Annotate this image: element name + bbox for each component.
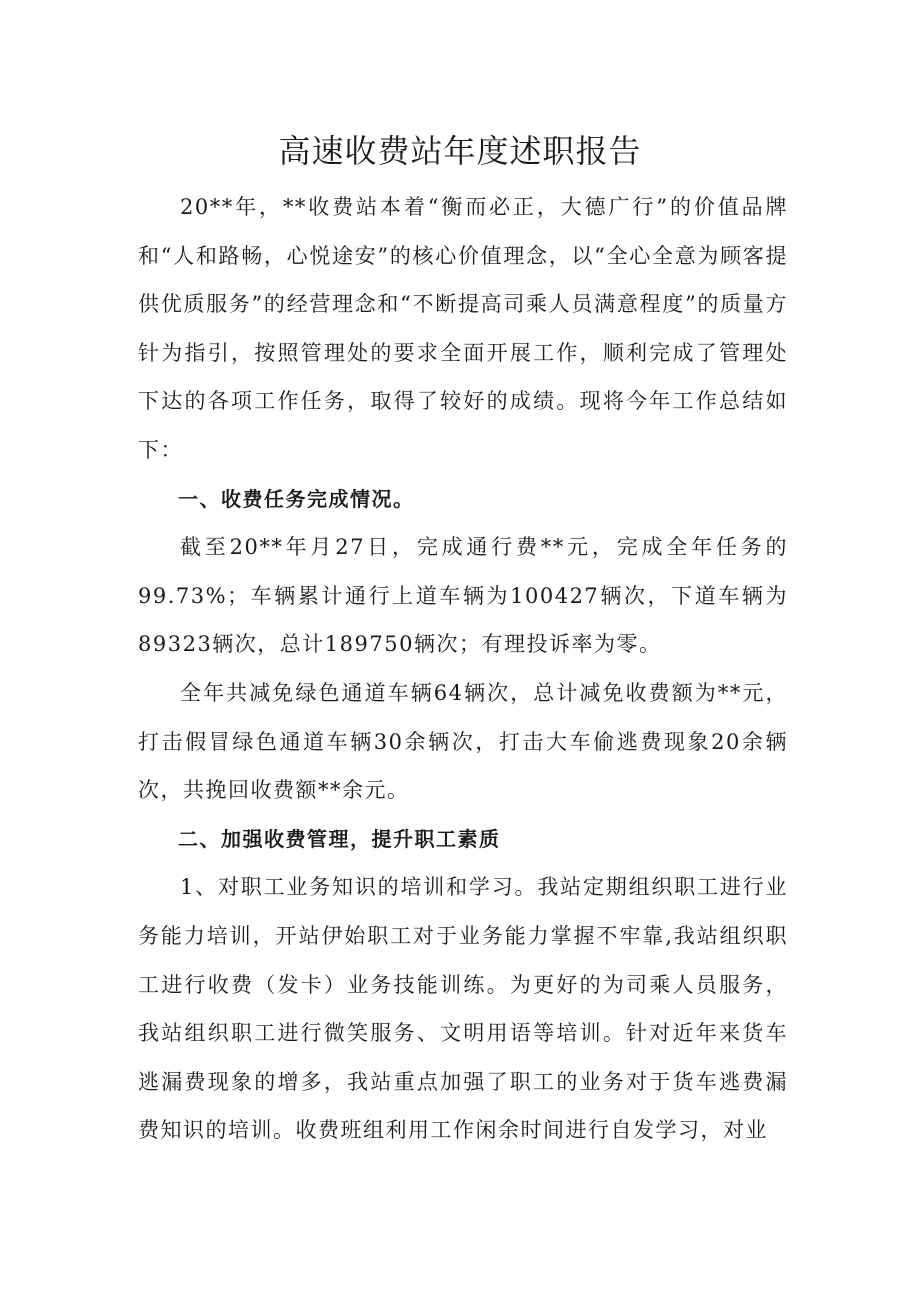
- section-heading-1: 一、收费任务完成情况。: [178, 486, 415, 511]
- intro-paragraph: 20**年，**收费站本着“衡而必正，大德广行”的价值品牌和“人和路畅，心悦途安”的核心价值理念，以“全心全意为顾客提供优质服务”的经营理念和“不断提高司乘人员满意程度”的质量方针为指引，按照管理处的要求全面开展工作，顺利完成了管理处下达的各项工作任务，取得了较好的成绩。现将今年工作总结如下：: [138, 195, 788, 462]
- toll-task-paragraph: 截至20**年月27日，完成通行费**元，完成全年任务的99.73%；车辆累计通行上道车辆为100427辆次，下道车辆为89323辆次，总计189750辆次；有理投诉率为零。: [138, 535, 788, 657]
- section-heading-2: 二、加强收费管理，提升职工素质: [178, 826, 501, 851]
- document-body: [138, 183, 788, 1155]
- green-channel-paragraph: 全年共减免绿色通道车辆64辆次，总计减免收费额为**元，打击假冒绿色通道车辆30余辆次，打击大车偷逃费现象20余辆次，共挽回收费额**余元。: [138, 680, 788, 803]
- training-paragraph: 1、对职工业务知识的培训和学习。我站定期组织职工进行业务能力培训，开站伊始职工对于业务能力掌握不牢靠,我站组织职工进行收费（发卡）业务技能训练。为更好的为司乘人员服务，我站组织职工进行微笑服务、文明用语等培训。针对近年来货车逃漏费现象的增多，我站重点加强了职工的业务对于货车逃费漏费知识的培训。收费班组利用工作闲余时间进行自发学习，对业: [138, 875, 788, 1143]
- document-title: 高速收费站年度述职报告: [278, 132, 642, 170]
